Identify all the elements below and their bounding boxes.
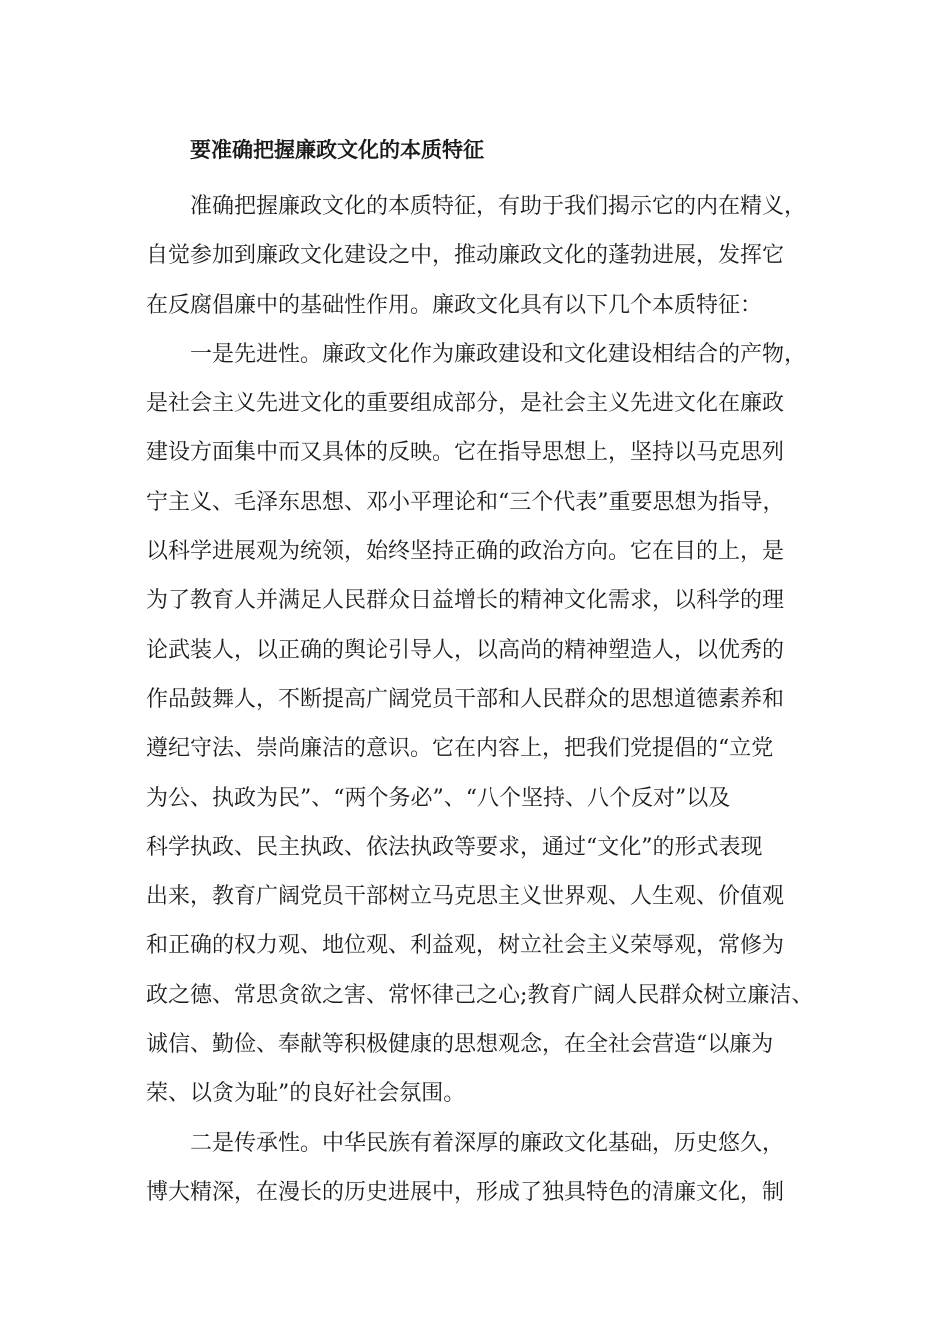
text-line: 遵纪守法、崇尚廉洁的意识。它在内容上，把我们党提倡的“立党: [146, 736, 774, 762]
text-line: 准确把握廉政文化的本质特征，有助于我们揭示它的内在精义，: [190, 194, 807, 219]
text-line: 为公、执政为民”、“两个务必”、“八个坚持、八个反对”以及: [146, 785, 731, 811]
paragraph: [146, 330, 836, 1119]
paragraph: [146, 1119, 836, 1218]
document-title: 要准确把握廉政文化的本质特征: [190, 137, 484, 162]
text-line: 是社会主义先进文化的重要组成部分，是社会主义先进文化在廉政: [146, 391, 785, 417]
text-line: 博大精深，在漫长的历史进展中，形成了独具特色的清廉文化，制: [146, 1179, 785, 1205]
document-body: [146, 182, 836, 1217]
text-line: 作品鼓舞人，不断提高广阔党员干部和人民群众的思想道德素养和: [146, 686, 785, 712]
text-line: 自觉参加到廉政文化建设之中，推动廉政文化的蓬勃进展，发挥它: [146, 243, 785, 269]
text-line: 二是传承性。中华民族有着深厚的廉政文化基础，历史悠久，: [190, 1130, 785, 1156]
text-line: 宁主义、毛泽东思想、邓小平理论和“三个代表”重要思想为指导，: [146, 489, 785, 515]
text-line: 建设方面集中而又具体的反映。它在指导思想上，坚持以马克思列: [146, 440, 785, 466]
text-line: 一是先进性。廉政文化作为廉政建设和文化建设相结合的产物，: [190, 341, 807, 367]
text-line: 出来，教育广阔党员干部树立马克思主义世界观、人生观、价值观: [146, 884, 785, 910]
text-line: 诚信、勤俭、奉献等积极健康的思想观念，在全社会营造“以廉为: [146, 1032, 774, 1058]
text-line: 和正确的权力观、地位观、利益观，树立社会主义荣辱观，常修为: [146, 933, 785, 959]
text-line: 论武装人，以正确的舆论引导人，以高尚的精神塑造人，以优秀的: [146, 637, 785, 663]
text-line: 在反腐倡廉中的基础性作用。廉政文化具有以下几个本质特征：: [146, 292, 763, 318]
text-line: 为了教育人并满足人民群众日益增长的精神文化需求，以科学的理: [146, 588, 785, 614]
text-line: 以科学进展观为统领，始终坚持正确的政治方向。它在目的上，是: [146, 539, 785, 565]
text-line: 科学执政、民主执政、依法执政等要求，通过“文化”的形式表现: [146, 834, 763, 860]
text-line: 政之德、常思贪欲之害、常怀律己之心;教育广阔人民群众树立廉洁、: [146, 982, 814, 1008]
text-line: 荣、以贪为耻”的良好社会氛围。: [146, 1081, 466, 1107]
paragraph: [146, 182, 836, 330]
